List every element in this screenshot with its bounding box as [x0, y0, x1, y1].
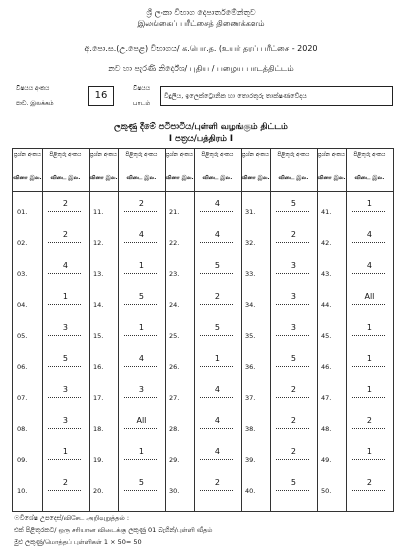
question-number: 21.	[169, 208, 180, 216]
answer-value: 4	[138, 230, 144, 239]
question-number: 47.	[321, 394, 332, 402]
question-number: 17.	[93, 394, 104, 402]
answer-value: 2	[290, 385, 296, 394]
answer-underline	[200, 304, 233, 305]
answer-number-header-ta: விடை இல.	[50, 175, 81, 181]
answer-value: 5	[290, 354, 296, 363]
question-number: 04.	[17, 301, 28, 309]
question-number: 36.	[245, 363, 256, 371]
answer-value: 5	[138, 478, 144, 487]
question-number-header: ප්‍රශ්න අංකය	[89, 152, 117, 158]
answer-value: 2	[290, 230, 296, 239]
answer-underline	[276, 304, 309, 305]
answer-value: 4	[138, 354, 144, 363]
answer-value: All	[136, 416, 147, 425]
question-number: 37.	[245, 394, 256, 402]
answer-underline	[200, 397, 233, 398]
answer-value: 4	[366, 261, 372, 270]
answer-underline	[200, 211, 233, 212]
answer-value: 4	[214, 416, 220, 425]
answer-underline	[352, 459, 385, 460]
answer-value: 4	[214, 199, 220, 208]
question-number: 20.	[93, 487, 104, 495]
answer-underline	[276, 335, 309, 336]
answer-value: 2	[214, 478, 220, 487]
question-number: 40.	[245, 487, 256, 495]
answer-underline	[352, 490, 385, 491]
question-number: 32.	[245, 239, 256, 247]
answer-underline	[276, 428, 309, 429]
answer-underline	[48, 335, 81, 336]
question-number-header: ප්‍රශ්න අංකය	[165, 152, 193, 158]
answer-value: 1	[138, 323, 144, 332]
answer-underline	[124, 459, 157, 460]
question-number: 01.	[17, 208, 28, 216]
answer-number-header: පිළිතුරු අංකය	[353, 152, 386, 158]
answer-underline	[48, 211, 81, 212]
answer-value: 1	[138, 447, 144, 456]
question-number: 39.	[245, 456, 256, 464]
answer-value: 2	[366, 478, 372, 487]
answer-number-header-ta: விடை இல.	[202, 175, 233, 181]
header-divider	[13, 191, 393, 192]
answer-value: 4	[62, 261, 68, 270]
answer-value: 1	[62, 447, 68, 456]
answer-underline	[352, 366, 385, 367]
answer-value: 2	[62, 478, 68, 487]
question-number: 14.	[93, 301, 104, 309]
answer-underline	[200, 459, 233, 460]
answer-underline	[48, 242, 81, 243]
column-divider	[118, 149, 119, 511]
answer-value: 3	[138, 385, 144, 394]
answer-underline	[352, 211, 385, 212]
question-number: 35.	[245, 332, 256, 340]
scheme-title: ලකුණු දීමේ පටිපාටිය/புள்ளி வழங்கும் திட்டம்	[114, 122, 288, 132]
answer-underline	[124, 366, 157, 367]
answer-underline	[48, 459, 81, 460]
question-number: 45.	[321, 332, 332, 340]
column-divider	[194, 149, 195, 511]
answer-underline	[124, 397, 157, 398]
answer-underline	[200, 490, 233, 491]
question-number: 28.	[169, 425, 180, 433]
answer-underline	[48, 397, 81, 398]
answer-underline	[352, 428, 385, 429]
answer-value: 2	[62, 230, 68, 239]
question-number: 10.	[17, 487, 28, 495]
question-number-header: ප්‍රශ්න අංකය	[317, 152, 345, 158]
answer-underline	[48, 428, 81, 429]
question-number-header-ta: வினா இல.	[89, 175, 118, 181]
question-number: 05.	[17, 332, 28, 340]
answer-value: 5	[290, 478, 296, 487]
question-number: 15.	[93, 332, 104, 340]
answer-underline	[276, 366, 309, 367]
question-number: 08.	[17, 425, 28, 433]
answer-underline	[124, 273, 157, 274]
answer-underline	[200, 366, 233, 367]
question-number-header-ta: வினா இல.	[165, 175, 194, 181]
answer-value: 1	[366, 323, 372, 332]
answer-underline	[276, 490, 309, 491]
question-number: 07.	[17, 394, 28, 402]
question-number: 33.	[245, 270, 256, 278]
answer-value: 5	[214, 261, 220, 270]
subject-label-ta: பாடம்	[133, 100, 151, 107]
answer-underline	[124, 304, 157, 305]
question-number: 44.	[321, 301, 332, 309]
answer-underline	[200, 428, 233, 429]
footer-total: මුළු ලකුණු/மொத்தப் புள்ளிகள் 1 × 50= 50	[14, 538, 142, 546]
column-divider	[346, 149, 347, 511]
column-divider	[42, 149, 43, 511]
answer-value: 4	[366, 230, 372, 239]
question-number: 31.	[245, 208, 256, 216]
answer-value: 2	[214, 292, 220, 301]
paper-number-label: පාඩ. இலக்கம்	[16, 100, 54, 107]
answer-underline	[276, 211, 309, 212]
question-number: 42.	[321, 239, 332, 247]
question-number: 27.	[169, 394, 180, 402]
header-department-ta: இலங்கைப் பரீட்சைத் திணைக்களம்	[137, 19, 265, 28]
answer-number-header: පිළිතුරු අංකය	[49, 152, 82, 158]
column-divider	[270, 149, 271, 511]
answer-value: 2	[290, 416, 296, 425]
question-number: 50.	[321, 487, 332, 495]
question-number: 22.	[169, 239, 180, 247]
question-number: 46.	[321, 363, 332, 371]
answer-underline	[48, 273, 81, 274]
answer-underline	[276, 242, 309, 243]
answer-underline	[124, 428, 157, 429]
answer-value: 1	[366, 354, 372, 363]
question-number-header-ta: வினா இல.	[317, 175, 346, 181]
answer-value: 2	[138, 199, 144, 208]
answer-number-header-ta: விடை இல.	[354, 175, 385, 181]
question-number: 43.	[321, 270, 332, 278]
answer-underline	[276, 397, 309, 398]
answer-underline	[124, 211, 157, 212]
answer-number-header: පිළිතුරු අංකය	[277, 152, 310, 158]
answer-value: 1	[366, 199, 372, 208]
subject-code-value: 16	[88, 86, 114, 106]
answer-value: 4	[214, 447, 220, 456]
answer-value: 5	[138, 292, 144, 301]
question-number: 24.	[169, 301, 180, 309]
question-number: 49.	[321, 456, 332, 464]
question-number-header: ප්‍රශ්න අංකය	[241, 152, 269, 158]
answer-underline	[200, 335, 233, 336]
answer-value: 2	[62, 199, 68, 208]
answer-value: 5	[62, 354, 68, 363]
question-number: 03.	[17, 270, 28, 278]
answer-underline	[276, 459, 309, 460]
answer-underline	[48, 366, 81, 367]
question-number: 02.	[17, 239, 28, 247]
subject-name: විදුලිය, ඉලෙක්ට්‍රොනික හා තොරතුරු තාක්ෂණවේදය	[160, 86, 393, 106]
answer-number-header-ta: விடை இல.	[126, 175, 157, 181]
answer-value: 3	[290, 323, 296, 332]
answer-grid	[12, 148, 394, 512]
answer-number-header: පිළිතුරු අංකය	[125, 152, 158, 158]
question-number: 18.	[93, 425, 104, 433]
answer-underline	[352, 304, 385, 305]
question-number: 23.	[169, 270, 180, 278]
group-divider	[317, 149, 318, 511]
answer-value: 4	[214, 230, 220, 239]
question-number: 19.	[93, 456, 104, 464]
answer-value: 5	[214, 323, 220, 332]
question-number: 09.	[17, 456, 28, 464]
answer-underline	[352, 335, 385, 336]
subject-label: විෂයය	[133, 85, 151, 92]
question-number: 11.	[93, 208, 104, 216]
answer-value: 1	[366, 385, 372, 394]
question-number: 25.	[169, 332, 180, 340]
answer-underline	[124, 335, 157, 336]
answer-underline	[352, 273, 385, 274]
question-number-header-ta: வினா இல.	[241, 175, 270, 181]
answer-underline	[200, 273, 233, 274]
subject-code-label: විෂයය අංකය	[16, 85, 50, 92]
question-number: 48.	[321, 425, 332, 433]
question-number-header: ප්‍රශ්න අංකය	[13, 152, 41, 158]
answer-value: 1	[214, 354, 220, 363]
group-divider	[89, 149, 90, 511]
question-number: 29.	[169, 456, 180, 464]
group-divider	[165, 149, 166, 511]
question-number: 41.	[321, 208, 332, 216]
question-number: 34.	[245, 301, 256, 309]
header-exam-title: අ.පො.ස.(උ.පෙළ) විභාගය/ க.பொ.த. (உயர் தரப் பரீட்சை - 2020	[84, 44, 318, 53]
question-number: 26.	[169, 363, 180, 371]
answer-underline	[352, 397, 385, 398]
answer-underline	[200, 242, 233, 243]
header-department-si: ශ්‍රී ලංකා විභාග දෙපාර්තමේන්තුව	[146, 8, 256, 17]
question-number: 16.	[93, 363, 104, 371]
answer-underline	[48, 490, 81, 491]
answer-value: All	[364, 292, 375, 301]
answer-underline	[124, 242, 157, 243]
answer-value: 3	[290, 261, 296, 270]
answer-number-header-ta: விடை இல.	[278, 175, 309, 181]
answer-value: 3	[62, 416, 68, 425]
question-number: 13.	[93, 270, 104, 278]
answer-underline	[352, 242, 385, 243]
answer-value: 3	[290, 292, 296, 301]
answer-underline	[48, 304, 81, 305]
scheme-paper: I පත්‍රය/பத்திரம் I	[168, 134, 234, 144]
answer-value: 5	[290, 199, 296, 208]
question-number: 12.	[93, 239, 104, 247]
answer-value: 1	[62, 292, 68, 301]
answer-value: 3	[62, 323, 68, 332]
answer-value: 1	[366, 447, 372, 456]
answer-value: 4	[214, 385, 220, 394]
question-number: 06.	[17, 363, 28, 371]
question-number: 30.	[169, 487, 180, 495]
question-number-header-ta: வினா இல.	[13, 175, 42, 181]
answer-value: 3	[62, 385, 68, 394]
answer-value: 2	[366, 416, 372, 425]
group-divider	[241, 149, 242, 511]
answer-underline	[276, 273, 309, 274]
answer-value: 2	[290, 447, 296, 456]
answer-number-header: පිළිතුරු අංකය	[201, 152, 234, 158]
header-syllabus: නව හා පැරණි නිර්දේශ/ புதிய / பழைய பாடத்திட்டம்	[108, 64, 294, 73]
footer-per-answer: එක් පිළිතුරකට/ ஒரு சரியான விடைக்கு ලකුණු 01 බැගින්/புள்ளி வீதம்	[14, 526, 213, 534]
question-number: 38.	[245, 425, 256, 433]
answer-value: 1	[138, 261, 144, 270]
answer-underline	[124, 490, 157, 491]
footer-instruction: ☉විශේෂ උපදෙස්/விசேட அறிவுறுத்தல் :	[14, 514, 130, 522]
